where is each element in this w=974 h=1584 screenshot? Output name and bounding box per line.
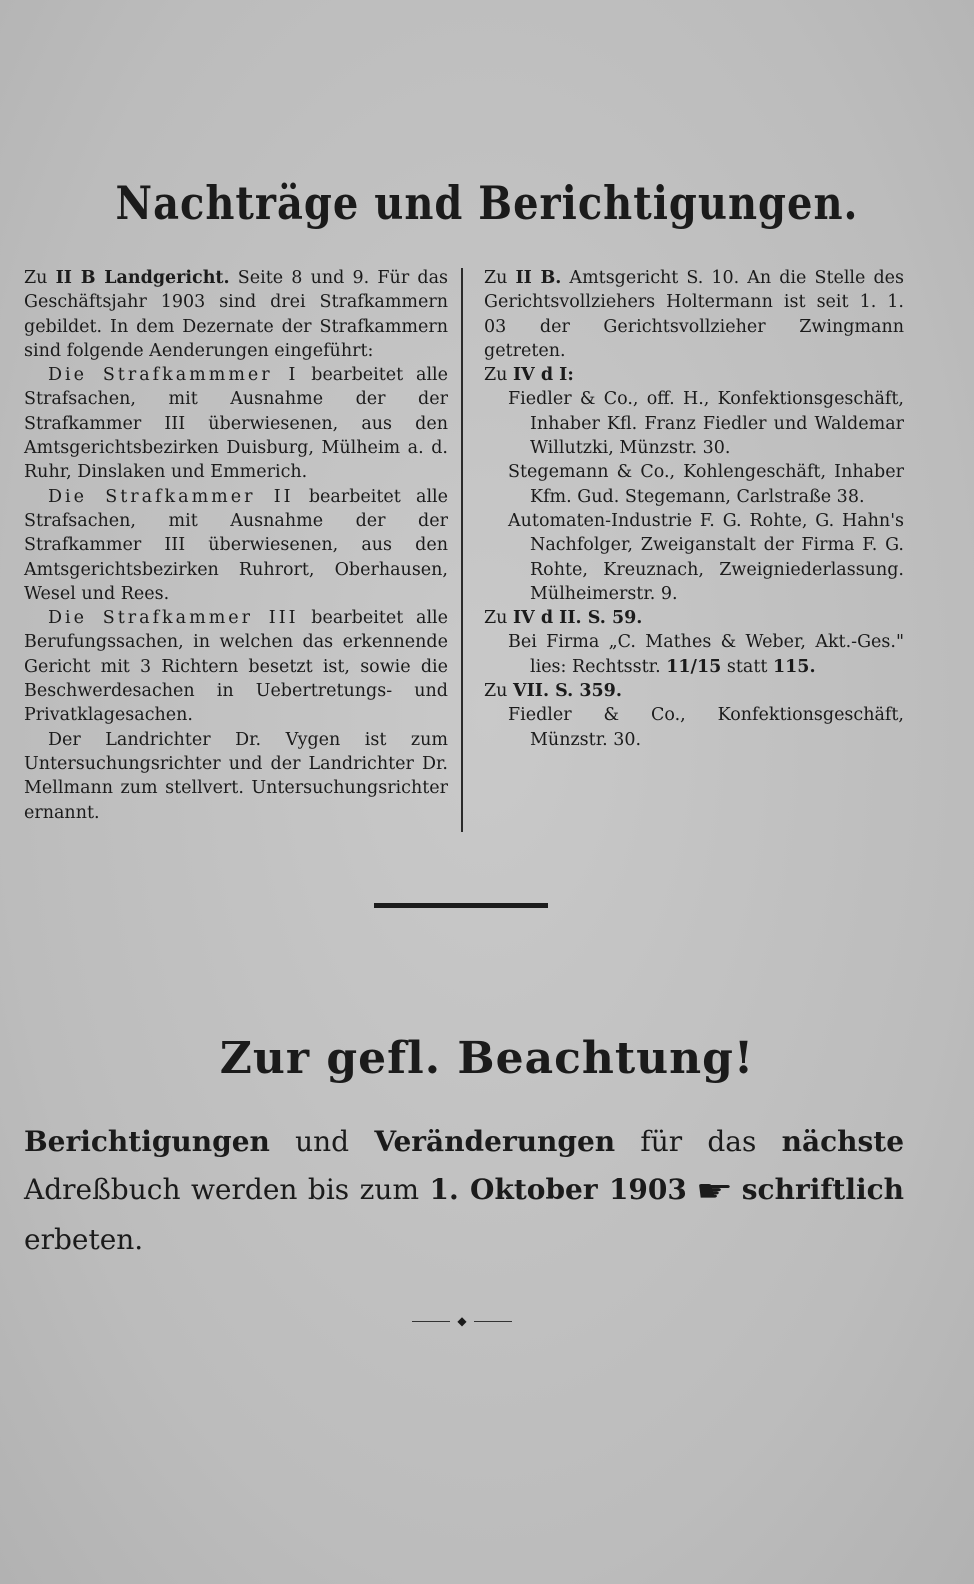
section-rule <box>374 903 548 908</box>
notice-text-part: erbeten. <box>24 1222 144 1256</box>
mathes-text: Bei Firma „C. Mathes & Weber, Akt.-Ges." lies: Rechtsstr. <box>508 632 904 677</box>
statt-label: statt <box>721 656 773 677</box>
zu-label: Zu <box>484 365 513 386</box>
zu-label: Zu <box>484 681 513 702</box>
ornament-diamond-icon: ◆ <box>457 1314 467 1328</box>
column-divider <box>461 268 463 832</box>
amtsgericht-text: Amtsgericht S. 10. An die Stelle des Gerichtsvollziehers Holtermann ist seit 1. 1. 03 der Gerichtsvollzieher Zwingmann getreten. <box>484 268 904 361</box>
strafkammer-2-text: bearbeitet alle Strafsachen, mit Ausnahme der der Strafkammer III überwiesenen, aus den Amtsgerichtsbezirken Ruhrort, Oberhausen, Wesel und Rees. <box>24 486 449 604</box>
strafkammer-3-label: Die Strafkammer III <box>48 608 299 629</box>
ornament-line-left <box>412 1321 450 1322</box>
pointing-hand-icon: ☛ <box>695 1173 734 1209</box>
entry-automaten: Automaten-Industrie F. G. Rohte, G. Hahn's Nachfolger, Zweiganstalt der Firma F. G. Rohte, Kreuznach, Zweigniederlassung. Mülheimerstr. 9. <box>508 510 904 604</box>
strafkammer-3-paragraph <box>24 606 448 727</box>
section-ivd2-label: IV d II. S. 59. <box>513 608 643 629</box>
strafkammer-2-label: Die Strafkammer II <box>48 486 294 507</box>
entry-mathes-weber <box>484 630 904 679</box>
section-ivd2-heading <box>484 606 904 630</box>
new-house-number: 11/15 <box>666 656 722 677</box>
landrichter-paragraph: Der Landrichter Dr. Vygen ist zum Untersuchungsrichter und der Landrichter Dr. Mellmann zum stellvert. Untersuchungsrichter ernannt. <box>24 729 448 823</box>
notice-word-schriftlich: schriftlich <box>741 1173 904 1206</box>
notice-text-part: und <box>269 1125 375 1158</box>
entry-fiedler: Fiedler & Co., off. H., Konfektionsgeschäft, Inhaber Kfl. Franz Fiedler und Waldemar Willutzki, Münzstr. 30. <box>508 389 904 459</box>
landgericht-text: Seite 8 und 9. Für das Geschäftsjahr 1903 sind drei Strafkammern gebildet. In dem Dezernate der Strafkammern sind folgende Aenderungen eingeführt: <box>24 268 448 361</box>
page-title: Nachträge und Berichtigungen. <box>115 176 859 231</box>
strafkammer-1-label: Die Strafkammmer I <box>48 365 299 386</box>
ornament-line-right <box>474 1321 512 1322</box>
amtsgericht-paragraph <box>484 266 904 363</box>
zu-label: Zu <box>484 608 513 629</box>
notice-word-naechste: nächste <box>781 1125 905 1158</box>
section-ivd1-heading <box>484 363 904 387</box>
notice-heading: Zur gefl. Beachtung! <box>219 1033 755 1084</box>
amtsgericht-reference: II B. <box>515 268 562 288</box>
notice-text-part: Adreßbuch werden bis zum <box>24 1173 430 1206</box>
landgericht-paragraph <box>24 266 448 363</box>
left-column <box>24 266 448 825</box>
section-vii-heading <box>484 679 904 703</box>
zu-label: Zu <box>484 268 516 288</box>
notice-word-veraenderungen: Veränderungen <box>374 1125 616 1158</box>
notice-text <box>24 1118 904 1264</box>
strafkammer-2-paragraph <box>24 485 448 606</box>
right-column <box>484 266 904 752</box>
ornament-divider <box>412 1314 512 1328</box>
entry-fiedler-vii: Fiedler & Co., Konfektionsgeschäft, Münzstr. 30. <box>508 705 904 750</box>
notice-text-part: für das <box>615 1125 782 1158</box>
section-ivd1-label: IV d I: <box>513 365 574 386</box>
strafkammer-1-text: bearbeitet alle Strafsachen, mit Ausnahme der der Strafkammer III überwiesenen, aus den Amtsgerichtsbezirken Duisburg, Mülheim a. d. Ruhr, Dinslaken und Emmerich. <box>24 365 448 483</box>
zu-label: Zu <box>24 268 56 288</box>
strafkammer-1-paragraph <box>24 363 448 484</box>
old-house-number: 115. <box>772 656 816 677</box>
landgericht-reference: II B Landgericht. <box>55 268 230 288</box>
strafkammer-3-text: bearbeitet alle Berufungssachen, in welchen das erkennende Gericht mit 3 Richtern besetzt ist, sowie die Beschwerdesachen in Uebertretungs- und Privatklagesachen. <box>24 608 449 726</box>
entry-stegemann: Stegemann & Co., Kohlengeschäft, Inhaber Kfm. Gud. Stegemann, Carlstraße 38. <box>508 462 904 507</box>
section-vii-label: VII. S. 359. <box>513 681 622 702</box>
notice-word-berichtigungen: Berichtigungen <box>24 1125 270 1158</box>
notice-deadline: 1. Oktober 1903 <box>429 1173 687 1206</box>
